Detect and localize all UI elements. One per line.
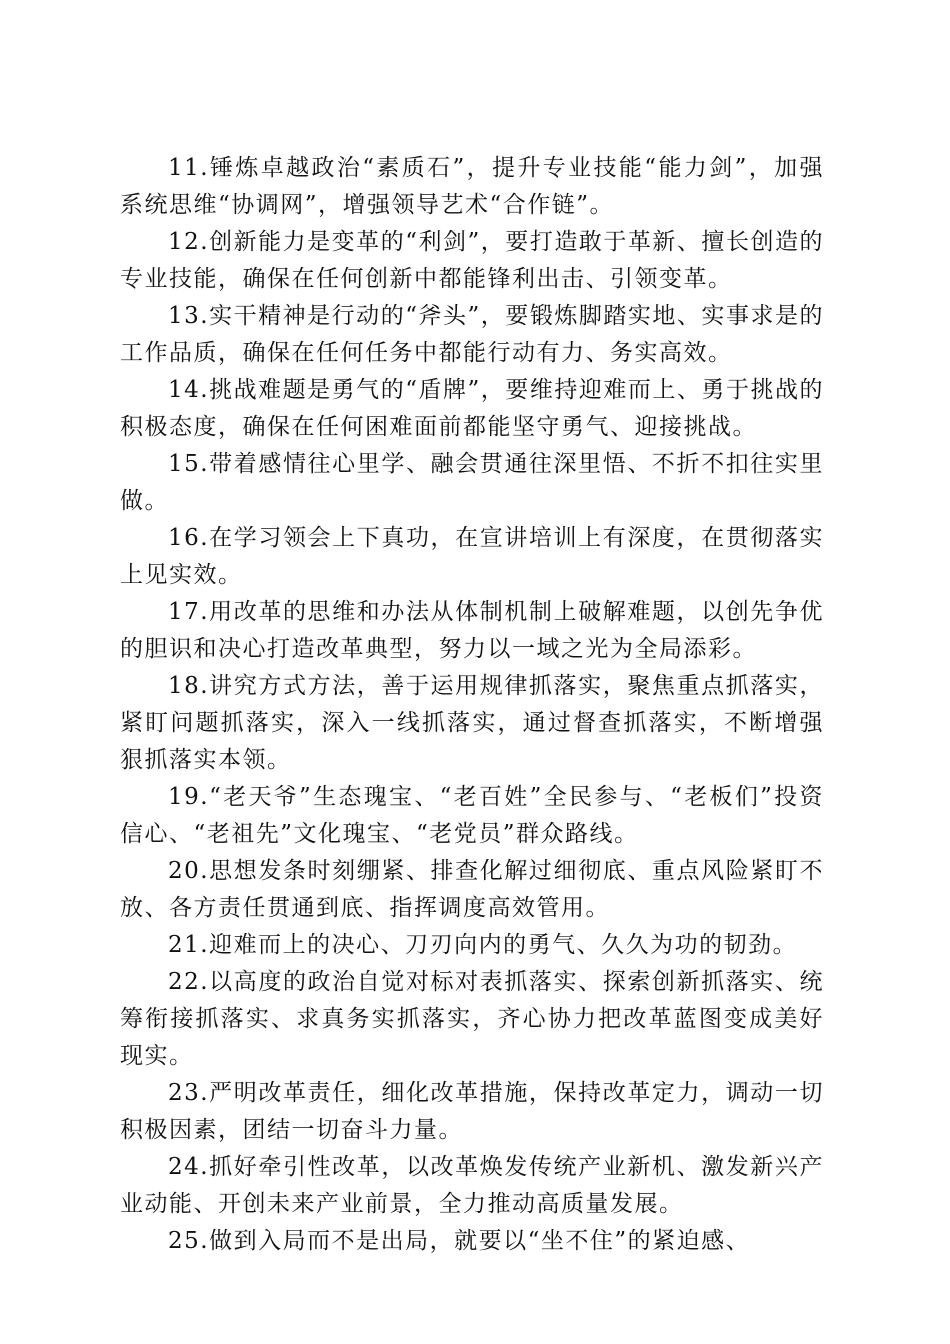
paragraph-25: 25.做到入局而不是出局，就要以“坐不住”的紧迫感、 <box>168 1228 751 1254</box>
paragraph-11: 11.锤炼卓越政治“素质石”，提升专业技能“能力剑”，加强系统思维“协调网”，增强领导艺术“合作链”。 <box>120 155 824 218</box>
paragraph-23: 23.严明改革责任，细化改革措施，保持改革定力，调动一切积极因素，团结一切奋斗力量。 <box>120 1080 824 1143</box>
paragraph-12: 12.创新能力是变革的“利剑”，要打造敢于革新、擅长创造的专业技能，确保在任何创新中都能锋利出击、引领变革。 <box>120 229 824 292</box>
document-body <box>120 150 824 1260</box>
paragraph-20: 20.思想发条时刻绷紧、排查化解过细彻底、重点风险紧盯不放、各方责任贯通到底、指挥调度高效管用。 <box>120 858 824 921</box>
paragraph-15: 15.带着感情往心里学、融会贯通往深里悟、不折不扣往实里做。 <box>120 451 824 514</box>
paragraph-13: 13.实干精神是行动的“斧头”，要锻炼脚踏实地、实事求是的工作品质，确保在任何任务中都能行动有力、务实高效。 <box>120 303 824 366</box>
paragraph-24: 24.抓好牵引性改革，以改革焕发传统产业新机、激发新兴产业动能、开创未来产业前景，全力推动高质量发展。 <box>120 1154 824 1217</box>
paragraph-18: 18.讲究方式方法，善于运用规律抓落实，聚焦重点抓落实，紧盯问题抓落实，深入一线抓落实，通过督查抓落实，不断增强狠抓落实本领。 <box>120 673 824 773</box>
paragraph-21: 21.迎难而上的决心、刀刃向内的勇气、久久为功的韧劲。 <box>168 932 798 958</box>
paragraph-14: 14.挑战难题是勇气的“盾牌”，要维持迎难而上、勇于挑战的积极态度，确保在任何困难面前都能坚守勇气、迎接挑战。 <box>120 377 824 440</box>
paragraph-16: 16.在学习领会上下真功，在宣讲培训上有深度，在贯彻落实上见实效。 <box>120 525 824 588</box>
paragraph-22: 22.以高度的政治自觉对标对表抓落实、探索创新抓落实、统筹衔接抓落实、求真务实抓落实，齐心协力把改革蓝图变成美好现实。 <box>120 969 824 1069</box>
paragraph-19: 19.“老天爷”生态瑰宝、“老百姓”全民参与、“老板们”投资信心、“老祖先”文化瑰宝、“老党员”群众路线。 <box>120 784 824 847</box>
paragraph-17: 17.用改革的思维和办法从体制机制上破解难题，以创先争优的胆识和决心打造改革典型，努力以一域之光为全局添彩。 <box>120 599 824 662</box>
